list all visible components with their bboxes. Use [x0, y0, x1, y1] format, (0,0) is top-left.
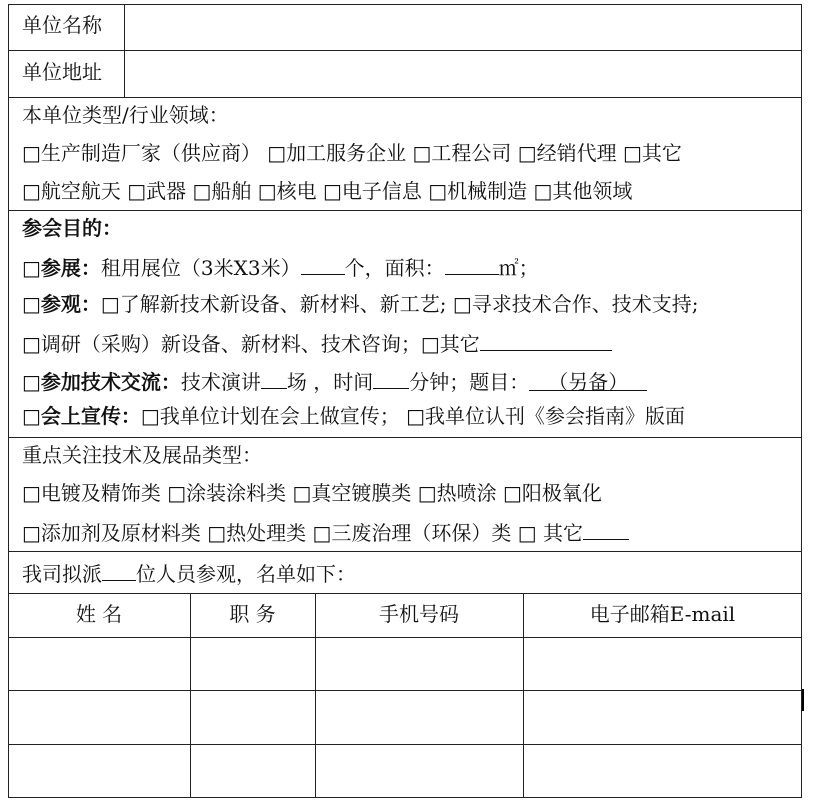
visit-line: [22, 292, 699, 316]
rule: [8, 97, 802, 98]
other-purpose-blank[interactable]: [480, 330, 612, 351]
unit-type-options-row2[interactable]: □航空航天 □武器 □船舶 □核电 □电子信息 □机械制造 □其他领域: [22, 179, 633, 203]
unit-address-field[interactable]: [130, 54, 794, 94]
rule: [8, 437, 802, 438]
focus-options-row1[interactable]: □电镀及精饰类 □涂装涂料类 □真空镀膜类 □热喷涂 □阳极氧化: [22, 481, 602, 505]
rule: [8, 210, 802, 211]
research-options[interactable]: □调研（采购）新设备、新材料、技术咨询；□其它: [22, 332, 480, 356]
promo-line: [22, 404, 685, 428]
personnel-count-blank[interactable]: [102, 560, 136, 581]
talk-topic-blank[interactable]: （另备）: [529, 370, 647, 391]
table-cell[interactable]: [317, 747, 521, 796]
column-header-name: 姓 名: [75, 602, 123, 626]
column-header-email: 电子邮箱E-mail: [589, 602, 736, 626]
personnel-line: [22, 560, 356, 586]
personnel-text-a: 我司拟派: [22, 562, 102, 586]
research-line: [22, 330, 612, 356]
exhibit-text-b: 个，面积：: [344, 256, 445, 280]
unit-name-field[interactable]: [130, 8, 794, 48]
talk-duration-blank[interactable]: [373, 368, 409, 389]
unit-address-label: 单位地址: [22, 60, 102, 84]
unit-type-options-row1[interactable]: □生产制造厂家（供应商） □加工服务企业 □工程公司 □经销代理 □其它: [22, 141, 682, 165]
table-cell[interactable]: [317, 640, 521, 688]
exchange-text-b: 场 ，时间: [286, 370, 374, 394]
exchange-checkbox-label[interactable]: □参加技术交流：: [22, 370, 181, 394]
table-cell[interactable]: [317, 693, 521, 742]
visit-options[interactable]: □了解新技术新设备、新材料、新工艺; □寻求技术合作、技术支持;: [100, 292, 699, 316]
rule: [8, 690, 802, 691]
rule: [8, 50, 802, 51]
exchange-text-a: 技术演讲: [180, 370, 261, 394]
rule: [8, 593, 802, 594]
table-cell[interactable]: [192, 640, 313, 688]
talk-count-blank[interactable]: [261, 368, 287, 389]
column-header-title: 职 务: [229, 602, 276, 626]
other-focus-blank[interactable]: [583, 519, 629, 540]
table-cell[interactable]: [192, 693, 313, 742]
purpose-title: 参会目的：: [22, 216, 122, 240]
exhibit-text-c: ㎡；: [498, 256, 539, 280]
rule: [8, 551, 802, 552]
column-header-phone: 手机号码: [379, 602, 459, 626]
unit-name-label: 单位名称: [22, 13, 102, 37]
table-cell[interactable]: [525, 640, 800, 688]
table-cell[interactable]: [525, 747, 800, 796]
table-cell[interactable]: [10, 747, 188, 796]
exhibit-line: [22, 254, 539, 280]
text-cursor: [802, 689, 804, 711]
rule: [8, 744, 802, 745]
promo-options[interactable]: □我单位计划在会上做宣传； □我单位认刊《参会指南》版面: [140, 404, 686, 428]
exhibit-checkbox-label[interactable]: □参展：: [22, 256, 101, 280]
rule: [8, 637, 802, 638]
promo-checkbox-label[interactable]: □会上宣传：: [22, 404, 141, 428]
exchange-text-c: 分钟；题目：: [409, 370, 530, 394]
focus-options-row2-text[interactable]: □添加剂及原材料类 □热处理类 □三废治理（环保）类 □ 其它: [22, 521, 584, 545]
table-cell[interactable]: [10, 693, 188, 742]
visit-checkbox-label[interactable]: □参观：: [22, 292, 101, 316]
focus-options-row2: [22, 519, 629, 545]
exchange-line: [22, 368, 647, 394]
exhibit-text-a: 租用展位（3米X3米）: [100, 256, 301, 280]
unit-type-title: 本单位类型/行业领域：: [22, 103, 229, 127]
table-cell[interactable]: [192, 747, 313, 796]
table-cell[interactable]: [10, 640, 188, 688]
booth-count-blank[interactable]: [301, 254, 345, 275]
area-blank[interactable]: [445, 254, 499, 275]
rule: [124, 4, 125, 97]
table-cell[interactable]: [525, 693, 800, 742]
focus-title: 重点关注技术及展品类型：: [22, 443, 262, 467]
personnel-text-b: 位人员参观，名单如下：: [136, 562, 356, 586]
